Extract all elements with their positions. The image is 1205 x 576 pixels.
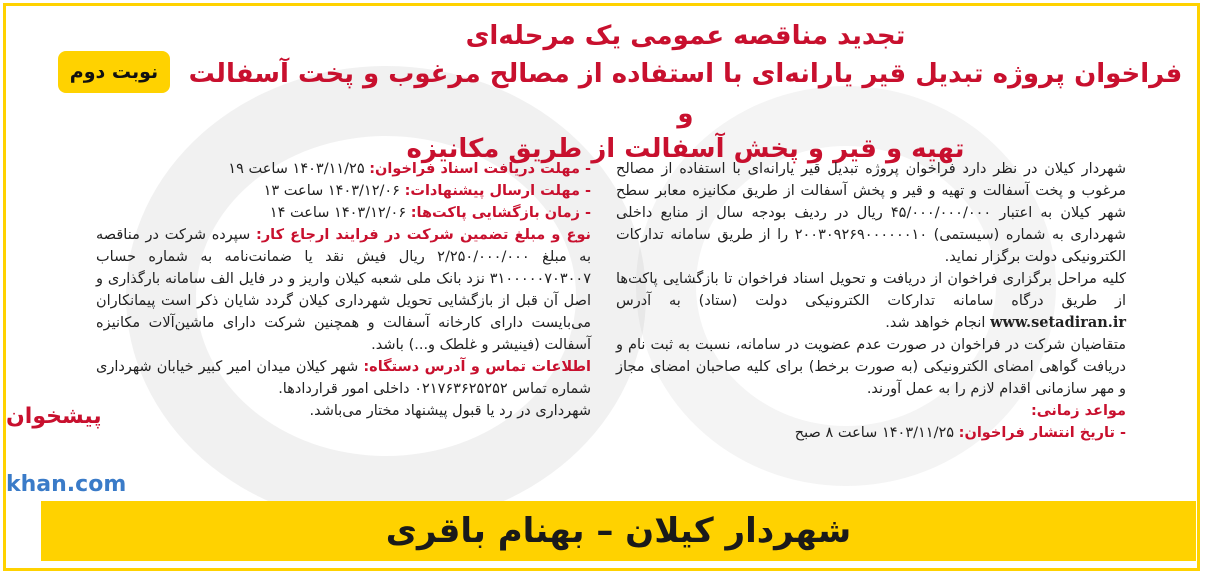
submit-deadline-line (96, 180, 591, 202)
left-column (96, 158, 591, 422)
headline-line-1: تجدید مناقصه عمومی یک مرحله‌ای (465, 21, 906, 51)
publish-date-value: ۱۴۰۳/۱۱/۲۵ ساعت ۸ صبح (794, 425, 955, 441)
opening-time-label: - زمان بازگشایی پاکت‌ها: (410, 205, 591, 221)
opening-time-value: ۱۴۰۳/۱۲/۰۶ ساعت ۱۴ (269, 205, 407, 221)
setad-link[interactable]: www.setadiran.ir (990, 314, 1126, 331)
headline-line-3: تهیه و قیر و پخش آسفالت از طریق مکانیزه (406, 134, 965, 164)
deadlines-heading: مواعد زمانی: (1030, 403, 1126, 419)
headline-line-2: فراخوان پروژه تبدیل قیر یارانه‌ای با استفاده از مصالح مرغوب و پخت آسفالت و (188, 59, 1183, 129)
submit-deadline-label: - مهلت ارسال پیشنهادات: (404, 183, 591, 199)
contact-text: شهر کیلان میدان امیر کبیر خیابان شهرداری شماره تماس ۰۲۱۷۶۳۶۲۵۲۵۲ داخلی امور قراردادها. (96, 359, 591, 397)
watermark-site-url: khan.com (6, 472, 127, 497)
contact-paragraph (96, 356, 591, 400)
submit-deadline-value: ۱۴۰۳/۱۲/۰۶ ساعت ۱۳ (263, 183, 400, 199)
signature-banner: شهردار کیلان – بهنام باقری (41, 501, 1196, 561)
opening-time-line (96, 202, 591, 224)
guarantee-paragraph (96, 224, 591, 356)
guarantee-text: سپرده شرکت در مناقصه به مبلغ ۲/۲۵۰/۰۰۰/۰۰۰ ریال فیش نقد یا ضمانت‌نامه به شماره حساب ۳۱۰۰۰۰۰۷۰۳۰۰۷ نزد بانک ملی شعبه کیلان واریز و در فایل الف سامانه بارگذاری و اصل آن قبل از بازگشایی تحویل شهرداری کیلان گردد شایان ذکر است پیمانکاران می‌بایست دارای کارخانه آسفالت و همچنین شرکت دارای ماشین‌آلات مکانیزه آسفالت (فینیشر و غلطک و...) باشد. (96, 227, 591, 353)
right-column (616, 158, 1126, 444)
round-badge: نوبت دوم (58, 51, 170, 93)
guarantee-label: نوع و مبلغ تضمین شرکت در فرایند ارجاع کار: (256, 227, 592, 243)
registration-paragraph: متقاضیان شرکت در فراخوان در صورت عدم عضویت در سامانه، نسبت به ثبت نام و دریافت گواهی امضای الکترونیکی (به صورت برخط) برای کلیه صاحبان امضای مجاز و مهر سازمانی اقدام لازم را به عمل آورند. (616, 337, 1126, 397)
receive-deadline-line (96, 158, 591, 180)
headline (186, 18, 1185, 164)
contact-label: اطلاعات تماس و آدرس دستگاه: (363, 359, 592, 375)
reserve-clause: شهرداری در رد یا قبول پیشنهاد مختار می‌باشد. (309, 403, 591, 419)
process-text: کلیه مراحل برگزاری فراخوان از دریافت و تحویل اسناد فراخوان تا بازگشایی پاکت‌ها از طریق درگاه سامانه تدارکات الکترونیکی دولت (ستاد) به آدرس (616, 271, 1126, 309)
receive-deadline-value: ۱۴۰۳/۱۱/۲۵ ساعت ۱۹ (228, 161, 365, 177)
process-paragraph (616, 268, 1126, 334)
process-text-end: انجام خواهد شد. (885, 315, 986, 331)
notice-frame (3, 3, 1200, 571)
publish-date-line (616, 422, 1126, 444)
receive-deadline-label: - مهلت دریافت اسناد فراخوان: (369, 161, 591, 177)
publish-date-label: - تاریخ انتشار فراخوان: (958, 425, 1126, 441)
intro-paragraph: شهردار کیلان در نظر دارد فراخوان پروژه تبدیل قیر یارانه‌ای با استفاده از مصالح مرغوب و پخت آسفالت و تهیه و قیر و پخش آسفالت از طریق مکانیزه معابر سطح شهر کیلان به اعتبار ۴۵/۰۰۰/۰۰۰/۰۰۰ ریال در ردیف بودجه سال از منابع داخلی شهرداری به شماره (سیستمی) ۲۰۰۳۰۹۲۶۹۰۰۰۰۰۰۱۰ را از طریق سامانه تدارکات الکترونیکی دولت برگزار نماید. (616, 161, 1126, 265)
watermark-site-name: پیشخوان (6, 404, 102, 429)
